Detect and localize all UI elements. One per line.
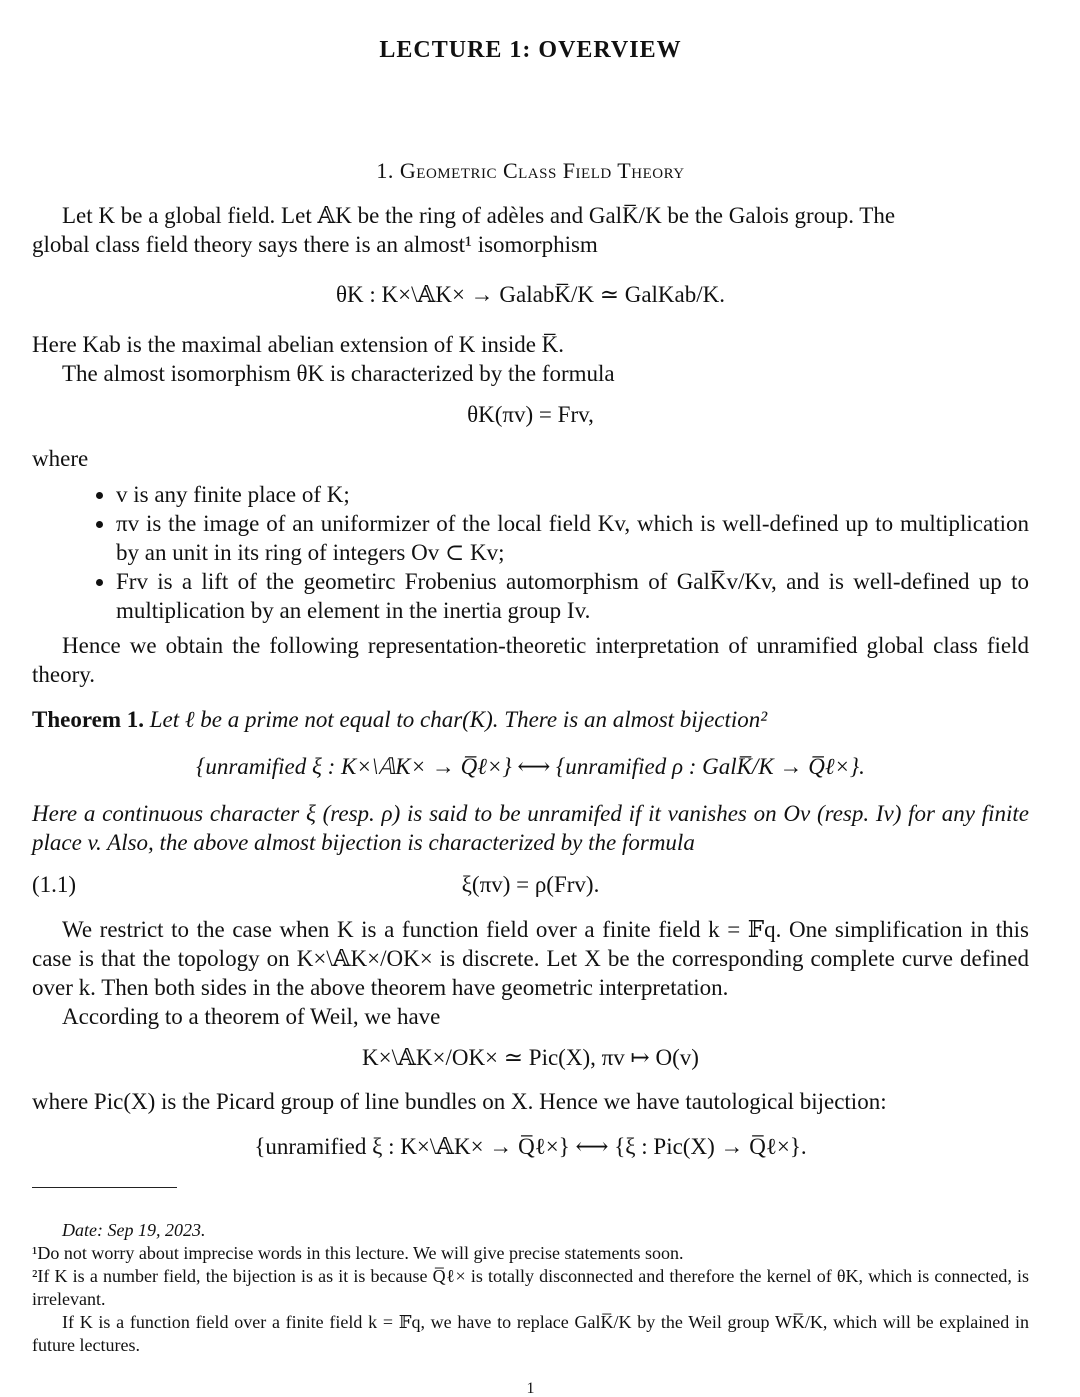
paragraph-picard: where Pic(X) is the Picard group of line bundles on X. Hence we have tautological bijection: (32, 1089, 887, 1114)
footnote-1: ¹Do not worry about imprecise words in this lecture. We will give precise statements soon. (32, 1243, 684, 1263)
equation-theta-text: θK : K×\𝔸K× → GalabK̅/K ≃ GalKab/K. (336, 282, 725, 307)
footnote-rule (32, 1187, 177, 1188)
theorem-label: Theorem 1. (32, 707, 145, 732)
equation-frobenius (32, 400, 1029, 429)
paper-page (32, 0, 1029, 1397)
bullet-list-block (32, 480, 1029, 625)
paragraph-restrict: We restrict to the case when K is a function field over a finite field k = 𝔽q. One simplification in this case is that the topology on K×\𝔸K×/OK× is discrete. Let X be the corresponding complete curve defined over k. Then both sides in the above theorem have geometric interpretation. (32, 917, 1029, 1000)
footnote-date: Date: Sep 19, 2023. (62, 1220, 206, 1240)
where-block (32, 444, 1029, 473)
equation-final (32, 1132, 1029, 1161)
equation-final-text: {unramified ξ : K×\𝔸K× → Q̅ℓ×} ⟷ {ξ : Pic(X) → Q̅ℓ×}. (254, 1134, 807, 1159)
equation-weil-text: K×\𝔸K×/OK× ≃ Pic(X), πv ↦ O(v) (362, 1045, 699, 1070)
theorem-statement (32, 705, 1029, 734)
restrict-block (32, 915, 1029, 1031)
paragraph-kab: Here Kab is the maximal abelian extension of K inside K̅. (32, 332, 565, 357)
theorem-after-block (32, 799, 1029, 857)
equation-number: (1.1) (32, 872, 77, 897)
theorem-text: Let ℓ be a prime not equal to char(K). There is an almost bijection² (149, 707, 768, 732)
lecture-title: LECTURE 1: OVERVIEW (379, 37, 682, 63)
equation-1-1-text: ξ(πv) = ρ(Frv). (461, 872, 600, 897)
hence-block (32, 631, 1029, 689)
paragraph-where: where (32, 446, 89, 471)
paragraph-intro-line2: global class field theory says there is an almost¹ isomorphism (32, 232, 598, 257)
equation-1-1 (32, 870, 1029, 899)
equation-frobenius-text: θK(πv) = Frv, (467, 402, 594, 427)
footnotes (32, 1219, 1029, 1357)
section-heading: 1. Geometric Class Field Theory (376, 158, 685, 183)
theorem-block (32, 705, 1029, 734)
equation-theta (32, 280, 1029, 309)
paragraph-characterized: The almost isomorphism θK is characterized by the formula (62, 361, 615, 386)
equation-weil (32, 1043, 1029, 1072)
kab-block (32, 330, 1029, 388)
footnote-3: If K is a function field over a finite field k = 𝔽q, we have to replace GalK̅/K by the Weil group WK̅/K, which will be explained in future lectures. (32, 1312, 1029, 1355)
theorem-equation-text: {unramified ξ : K×\𝔸K× → Q̅ℓ×} ⟷ {unramified ρ : GalK̅/K → Q̅ℓ×}. (196, 754, 865, 779)
bullet-item-3: • Frv is a lift of the geometirc Frobenius automorphism of GalK̅v/Kv, and is well-defined up to multiplication by an element in the inertia group Iv. (116, 567, 1029, 625)
bullet-list (32, 480, 1029, 625)
paragraph-weil: According to a theorem of Weil, we have (62, 1004, 441, 1029)
paragraph-hence: Hence we obtain the following representation-theoretic interpretation of unramified global class field theory. (32, 633, 1029, 687)
intro-block (32, 201, 1029, 259)
bullet-item-1: • v is any finite place of K; (116, 480, 1029, 509)
bullet-item-2: • πv is the image of an uniformizer of the local field Kv, which is well-defined up to multiplication by an unit in its ring of integers Ov ⊂ Kv; (116, 509, 1029, 567)
theorem-equation (32, 752, 1029, 781)
page-number: 1 (526, 1380, 535, 1397)
theorem-after-text: Here a continuous character ξ (resp. ρ) is said to be unramifed if it vanishes on Ov (resp. Iv) for any finite place v. Also, the above almost bijection is characterized by the formula (32, 801, 1029, 855)
footnote-2: ²If K is a number field, the bijection is as it is because Q̅ℓ× is totally disconnected and therefore the kernel of θK, which is connected, is irrelevant. (32, 1266, 1029, 1309)
paragraph-intro-line1: Let K be a global field. Let 𝔸K be the ring of adèles and GalK̅/K be the Galois group. The (62, 203, 896, 228)
picard-block (32, 1087, 1029, 1116)
